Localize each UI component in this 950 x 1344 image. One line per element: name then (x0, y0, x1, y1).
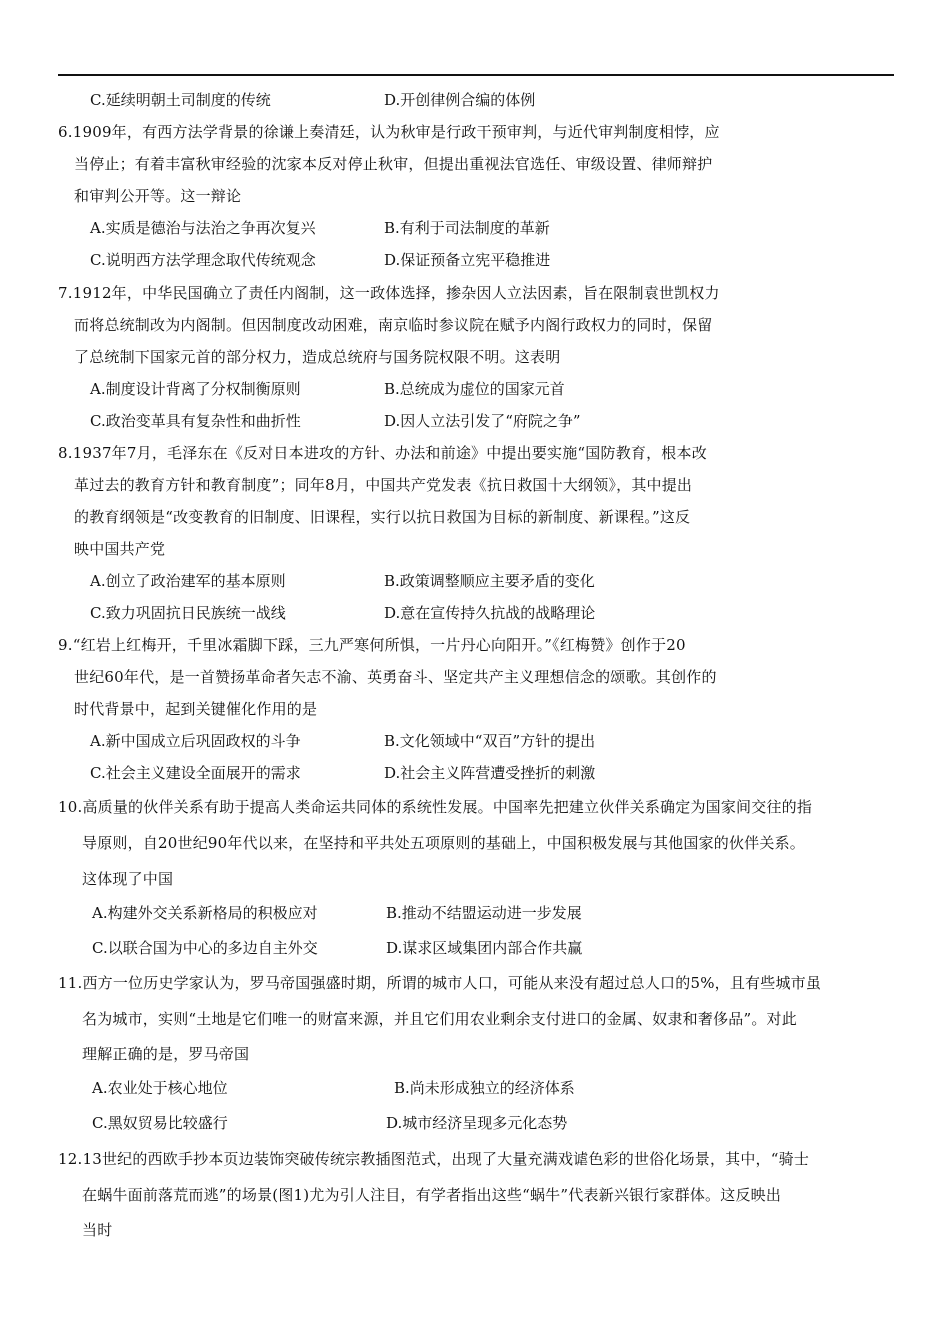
question-stem-line: 9.“红岩上红梅开，千里冰霜脚下踩，三九严寒何所惧，一片丹心向阳开。”《红梅赞》创作于20 (58, 636, 686, 654)
option-d: D.因人立法引发了“府院之争” (384, 412, 581, 430)
question-stem-line: 了总统制下国家元首的部分权力，造成总统府与国务院权限不明。这表明 (74, 348, 561, 366)
option-a: A.新中国成立后巩固政权的斗争 (90, 732, 301, 750)
option-b: B.文化领域中“双百”方针的提出 (384, 732, 596, 750)
option-c: C.以联合国为中心的多边自主外交 (92, 939, 318, 957)
option-c: C.政治变革具有复杂性和曲折性 (90, 412, 301, 430)
question-stem-line: 当时 (82, 1221, 113, 1239)
question-stem-line: 11.西方一位历史学家认为，罗马帝国强盛时期，所谓的城市人口，可能从来没有超过总人口的5%，且有些城市虽 (58, 974, 822, 992)
question-stem-line: 7.1912年，中华民国确立了责任内阁制，这一政体选择，掺杂因人立法因素，旨在限制袁世凯权力 (58, 284, 720, 302)
option-a: A.创立了政治建军的基本原则 (90, 572, 286, 590)
option-d: D.谋求区域集团内部合作共赢 (386, 939, 583, 957)
question-stem-line: 名为城市，实则“土地是它们唯一的财富来源，并且它们用农业剩余支付进口的金属、奴隶和奢侈品”。对此 (82, 1010, 797, 1028)
option-d: D.城市经济呈现多元化态势 (386, 1114, 568, 1132)
option-b: B.尚未形成独立的经济体系 (394, 1079, 575, 1097)
question-stem-line: 导原则，自20世纪90年代以来，在坚持和平共处五项原则的基础上，中国积极发展与其他国家的伙伴关系。 (82, 834, 805, 852)
option-d: D.保证预备立宪平稳推进 (384, 251, 551, 269)
question-stem-line: 6.1909年，有西方法学背景的徐谦上奏清廷，认为秋审是行政干预审判，与近代审判制度相悖，应 (58, 123, 720, 141)
question-stem-line: 12.13世纪的西欧手抄本页边装饰突破传统宗教插图范式，出现了大量充满戏谑色彩的世俗化场景，其中，“骑士 (58, 1150, 810, 1168)
question-stem-line: 理解正确的是，罗马帝国 (82, 1045, 250, 1063)
option-c: C.说明西方法学理念取代传统观念 (90, 251, 316, 269)
question-stem-line: 革过去的教育方针和教育制度”；同年8月，中国共产党发表《抗日救国十大纲领》，其中提出 (74, 476, 693, 494)
option-d: D.社会主义阵营遭受挫折的刺激 (384, 764, 596, 782)
option-a: A.农业处于核心地位 (92, 1079, 228, 1097)
option-b: B.总统成为虚位的国家元首 (384, 380, 565, 398)
option-c: C.延续明朝土司制度的传统 (90, 91, 271, 109)
question-stem-line: 而将总统制改为内阁制。但因制度改动困难，南京临时参议院在赋予内阁行政权力的同时，保留 (74, 316, 713, 334)
option-c: C.黑奴贸易比较盛行 (92, 1114, 228, 1132)
option-c: C.社会主义建设全面展开的需求 (90, 764, 301, 782)
question-stem-line: 10.高质量的伙伴关系有助于提高人类命运共同体的系统性发展。中国率先把建立伙伴关系确定为国家间交往的指 (58, 798, 813, 816)
option-a: A.制度设计背离了分权制衡原则 (90, 380, 301, 398)
option-a: A.实质是德治与法治之争再次复兴 (90, 219, 316, 237)
question-stem-line: 8.1937年7月，毛泽东在《反对日本进攻的方针、办法和前途》中提出要实施“国防教育，根本改 (58, 444, 707, 462)
page-top-rule (58, 74, 894, 76)
option-d: D.开创律例合编的体例 (384, 91, 536, 109)
question-stem-line: 映中国共产党 (74, 540, 166, 558)
question-stem-line: 和审判公开等。这一辩论 (74, 187, 242, 205)
option-a: A.构建外交关系新格局的积极应对 (92, 904, 318, 922)
question-stem-line: 当停止；有着丰富秋审经验的沈家本反对停止秋审，但提出重视法官选任、审级设置、律师辩护 (74, 155, 713, 173)
option-b: B.政策调整顺应主要矛盾的变化 (384, 572, 595, 590)
option-b: B.有利于司法制度的革新 (384, 219, 550, 237)
option-b: B.推动不结盟运动进一步发展 (386, 904, 582, 922)
question-stem-line: 的教育纲领是“改变教育的旧制度、旧课程，实行以抗日救国为目标的新制度、新课程。”这反 (74, 508, 691, 526)
option-d: D.意在宣传持久抗战的战略理论 (384, 604, 596, 622)
question-stem-line: 这体现了中国 (82, 870, 174, 888)
question-stem-line: 世纪60年代，是一首赞扬革命者矢志不渝、英勇奋斗、坚定共产主义理想信念的颂歌。其创作的 (74, 668, 717, 686)
question-stem-line: 在蜗牛面前落荒而逃”的场景(图1)尤为引人注目，有学者指出这些“蜗牛”代表新兴银行家群体。这反映出 (82, 1186, 782, 1204)
question-stem-line: 时代背景中，起到关键催化作用的是 (74, 700, 318, 718)
option-c: C.致力巩固抗日民族统一战线 (90, 604, 286, 622)
